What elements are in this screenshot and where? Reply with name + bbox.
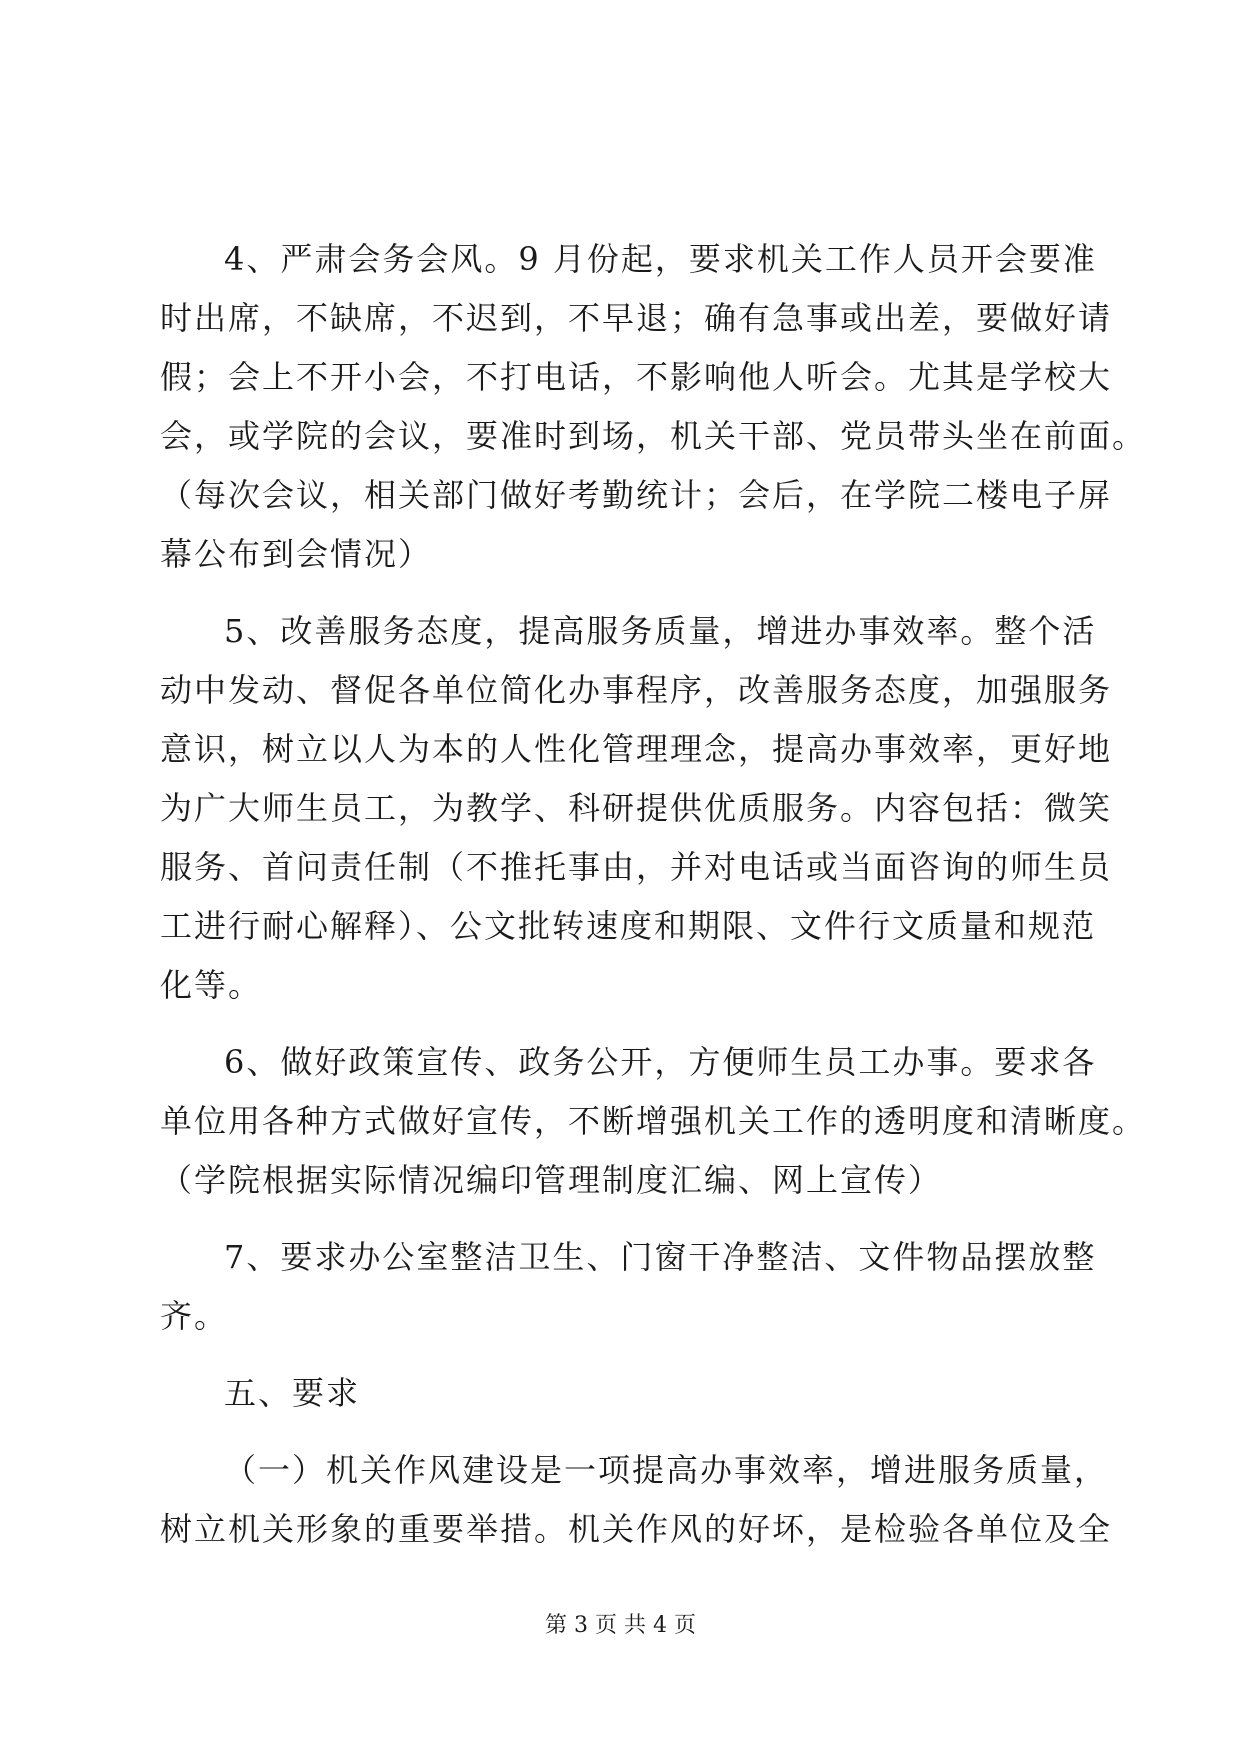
text-line: （学院根据实际情况编印管理制度汇编、网上宣传） [160,1161,943,1199]
text-line: 服务、首问责任制（不推托事由，并对电话或当面咨询的师生员 [160,848,1113,886]
section-heading: 五、要求 [224,1374,361,1412]
text-line: 7、要求办公室整洁卫生、门窗干净整洁、文件物品摆放整 [224,1238,1097,1276]
text-line: 树立机关形象的重要举措。机关作风的好坏，是检验各单位及全 [160,1510,1113,1548]
text-line: 工进行耐心解释）、公文批转速度和期限、文件行文质量和规范 [160,907,1097,945]
text-line: 4、严肃会务会风。9 月份起，要求机关工作人员开会要准 [224,240,1097,278]
text-line: 时出席，不缺席，不迟到，不早退；确有急事或出差，要做好请 [160,299,1113,337]
text-line: （每次会议，相关部门做好考勤统计；会后，在学院二楼电子屏 [160,476,1113,514]
text-line: （一）机关作风建设是一项提高办事效率，增进服务质量， [224,1451,1109,1489]
page-number-footer: 第 3 页 共 4 页 [545,1613,696,1638]
text-line: 动中发动、督促各单位简化办事程序，改善服务态度，加强服务 [160,671,1113,709]
text-line: 5、改善服务态度，提高服务质量，增进办事效率。整个活 [224,612,1097,650]
text-line: 6、做好政策宣传、政务公开，方便师生员工办事。要求各 [224,1043,1097,1081]
text-line: 单位用各种方式做好宣传，不断增强机关工作的透明度和清晰度。 [160,1102,1147,1140]
document-body [160,230,1147,1559]
text-line: 幕公布到会情况） [160,535,433,573]
text-line: 假；会上不开小会，不打电话，不影响他人听会。尤其是学校大 [160,358,1113,396]
text-line: 会，或学院的会议，要准时到场，机关干部、党员带头坐在前面。 [160,417,1147,455]
text-line: 为广大师生员工，为教学、科研提供优质服务。内容包括：微笑 [160,789,1113,827]
text-line: 意识，树立以人为本的人性化管理理念，提高办事效率，更好地 [160,730,1113,768]
text-line: 齐。 [160,1297,229,1335]
text-line: 化等。 [160,966,263,1004]
